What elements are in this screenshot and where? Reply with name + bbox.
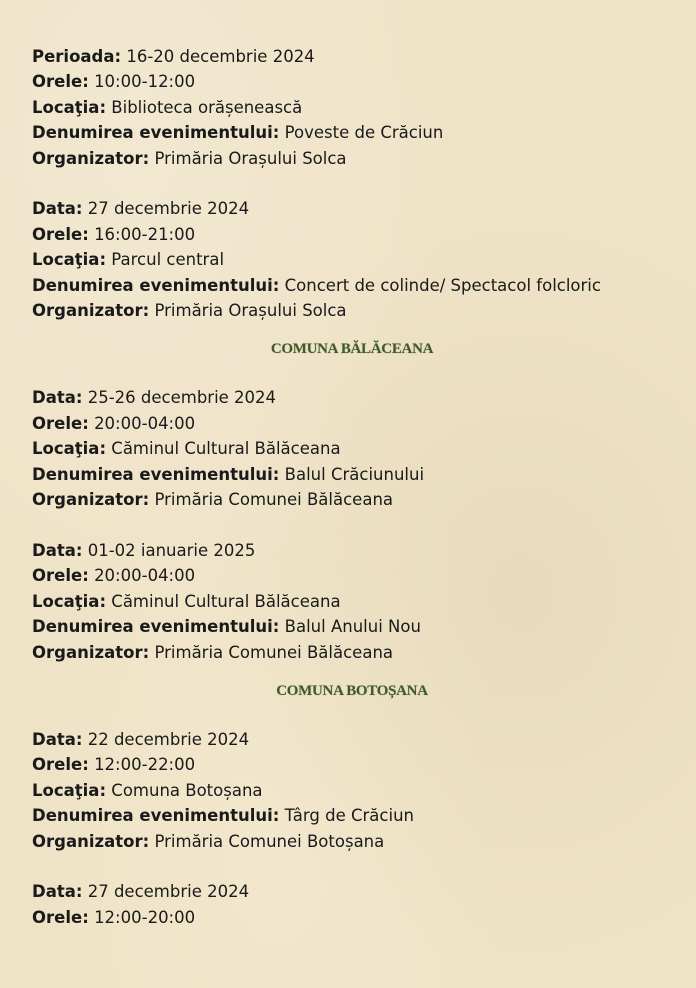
event-name: Denumirea evenimentului: Concert de colinde/ Spectacol folcloric <box>32 275 601 295</box>
event-date: Data: 27 decembrie 2024 <box>32 882 250 902</box>
event-hours: Orele: 16:00-21:00 <box>32 224 196 244</box>
event-block <box>32 727 672 854</box>
section-title: COMUNA BOTOȘANA <box>276 682 428 699</box>
event-hours: Orele: 12:00-22:00 <box>32 755 196 775</box>
event-block <box>32 879 672 930</box>
event-organizer: Organizator: Primăria Comunei Bălăceana <box>32 642 394 662</box>
event-date: Data: 01-02 ianuarie 2025 <box>32 540 256 560</box>
event-hours: Orele: 12:00-20:00 <box>32 907 196 927</box>
event-block <box>32 196 672 323</box>
event-name: Denumirea evenimentului: Târg de Crăciun <box>32 806 414 826</box>
event-location: Locaţia: Comuna Botoșana <box>32 780 263 800</box>
document-page <box>32 44 672 956</box>
event-name: Denumirea evenimentului: Balul Crăciunului <box>32 464 425 484</box>
event-date: Data: 27 decembrie 2024 <box>32 199 250 219</box>
event-location: Locaţia: Căminul Cultural Bălăceana <box>32 591 341 611</box>
event-organizer: Organizator: Primăria Orașului Solca <box>32 148 347 168</box>
event-location: Locaţia: Biblioteca orășenească <box>32 97 303 117</box>
event-name: Denumirea evenimentului: Poveste de Crăciun <box>32 123 444 143</box>
event-block <box>32 385 672 512</box>
event-location: Locaţia: Căminul Cultural Bălăceana <box>32 439 341 459</box>
event-organizer: Organizator: Primăria Comunei Bălăceana <box>32 490 394 510</box>
event-date: Data: 25-26 decembrie 2024 <box>32 388 277 408</box>
event-period: Perioada: 16-20 decembrie 2024 <box>32 47 315 66</box>
event-hours: Orele: 20:00-04:00 <box>32 413 196 433</box>
event-hours: Orele: 10:00-12:00 <box>32 72 196 92</box>
event-organizer: Organizator: Primăria Comunei Botoșana <box>32 831 385 851</box>
section-title: COMUNA BĂLĂCEANA <box>270 341 434 358</box>
event-location: Locaţia: Parcul central <box>32 250 225 270</box>
event-organizer: Organizator: Primăria Orașului Solca <box>32 301 347 321</box>
event-hours: Orele: 20:00-04:00 <box>32 566 196 586</box>
event-block <box>32 538 672 665</box>
event-date: Data: 22 decembrie 2024 <box>32 729 250 749</box>
event-block <box>32 44 672 171</box>
event-name: Denumirea evenimentului: Balul Anului Nou <box>32 617 421 637</box>
